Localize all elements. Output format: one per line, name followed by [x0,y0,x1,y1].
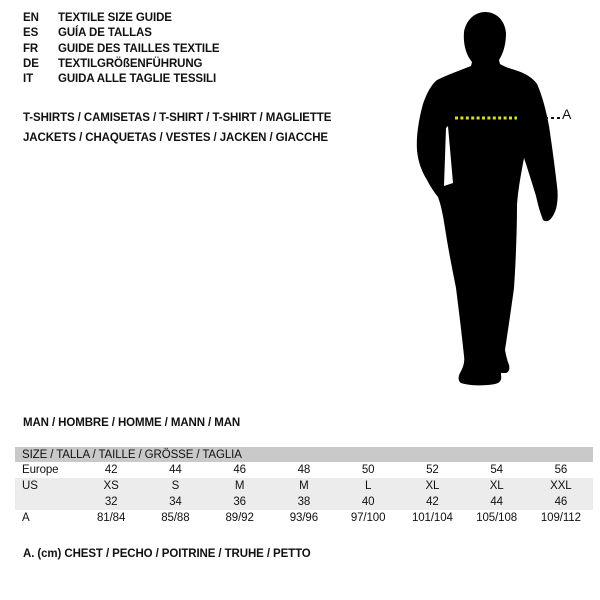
size-cell: XS [103,480,119,492]
size-cell: 44 [169,464,182,476]
size-cell: 56 [554,464,568,476]
size-cell: 93/96 [289,512,319,524]
language-guide-list [23,11,220,87]
language-guide-title: TEXTILGRÖßENFÜHRUNG [58,57,203,70]
man-silhouette-body [417,12,558,385]
size-table-row-chest [15,510,593,526]
size-cell: 109/112 [540,512,581,524]
size-cell: 50 [361,464,375,476]
size-cell: 32 [104,496,118,508]
size-cell: 101/104 [411,512,453,524]
man-silhouette-figure [405,0,600,420]
row-label: A [22,512,30,524]
language-code: IT [23,73,34,86]
language-code: FR [23,42,39,55]
size-cell: XL [425,480,440,492]
size-cell: S [171,480,180,492]
size-cell: 48 [297,464,311,476]
size-cell: 46 [233,464,246,476]
size-cell: XXL [550,480,572,492]
language-guide-title: GUIDA ALLE TAGLIE TESSILI [58,73,217,86]
row-label: US [22,480,38,492]
garment-categories [23,109,331,148]
language-guide-title: GUIDE DES TAILLES TEXTILE [58,42,220,55]
language-guide-title: TEXTILE SIZE GUIDE [58,12,172,24]
section-heading-man: MAN / HOMBRE / HOMME / MANN / MAN [23,417,241,429]
size-cell: 36 [233,496,246,508]
size-cell: 46 [554,496,568,508]
language-guide-title: GUÍA DE TALLAS [58,27,152,40]
size-cell: 81/84 [96,512,126,524]
size-table-header: SIZE / TALLA / TAILLE / GRÖSSE / TAGLIA [15,447,593,462]
size-cell: M [299,480,309,492]
language-code: EN [23,12,39,24]
size-table [15,447,593,526]
size-cell: M [234,480,245,492]
language-row [23,26,220,41]
size-table-row-us-numeric [15,494,593,510]
size-cell: 54 [490,464,503,476]
size-table-row-europe [15,462,593,478]
size-cell: 34 [169,496,182,508]
size-cell: 85/88 [161,512,190,524]
size-cell: 105/108 [476,512,518,524]
size-cell: 38 [297,496,311,508]
man-silhouette [405,0,600,420]
language-row [23,11,220,26]
size-cell: 89/92 [225,512,254,524]
measurement-footnote: A. (cm) CHEST / PECHO / POITRINE / TRUHE / PETTO [23,548,311,560]
size-cell: 52 [426,464,439,476]
size-cell: 40 [361,496,375,508]
language-code: DE [23,57,39,70]
size-cell: 44 [490,496,503,508]
measure-label-a: A [562,106,572,122]
category-jackets: JACKETS / CHAQUETAS / VESTES / JACKEN / GIACCHE [23,131,328,144]
language-code: ES [23,27,39,40]
size-cell: 42 [426,496,439,508]
size-cell: XL [489,480,504,492]
language-row [23,57,220,72]
size-cell: L [364,480,372,492]
size-cell: 42 [104,464,118,476]
language-row [23,42,220,57]
size-cell: 97/100 [350,512,386,524]
size-table-row-us [15,478,593,494]
row-label: Europe [22,464,59,476]
language-row [23,72,220,87]
category-tshirts: T-SHIRTS / CAMISETAS / T-SHIRT / T-SHIRT / MAGLIETTE [23,112,332,124]
